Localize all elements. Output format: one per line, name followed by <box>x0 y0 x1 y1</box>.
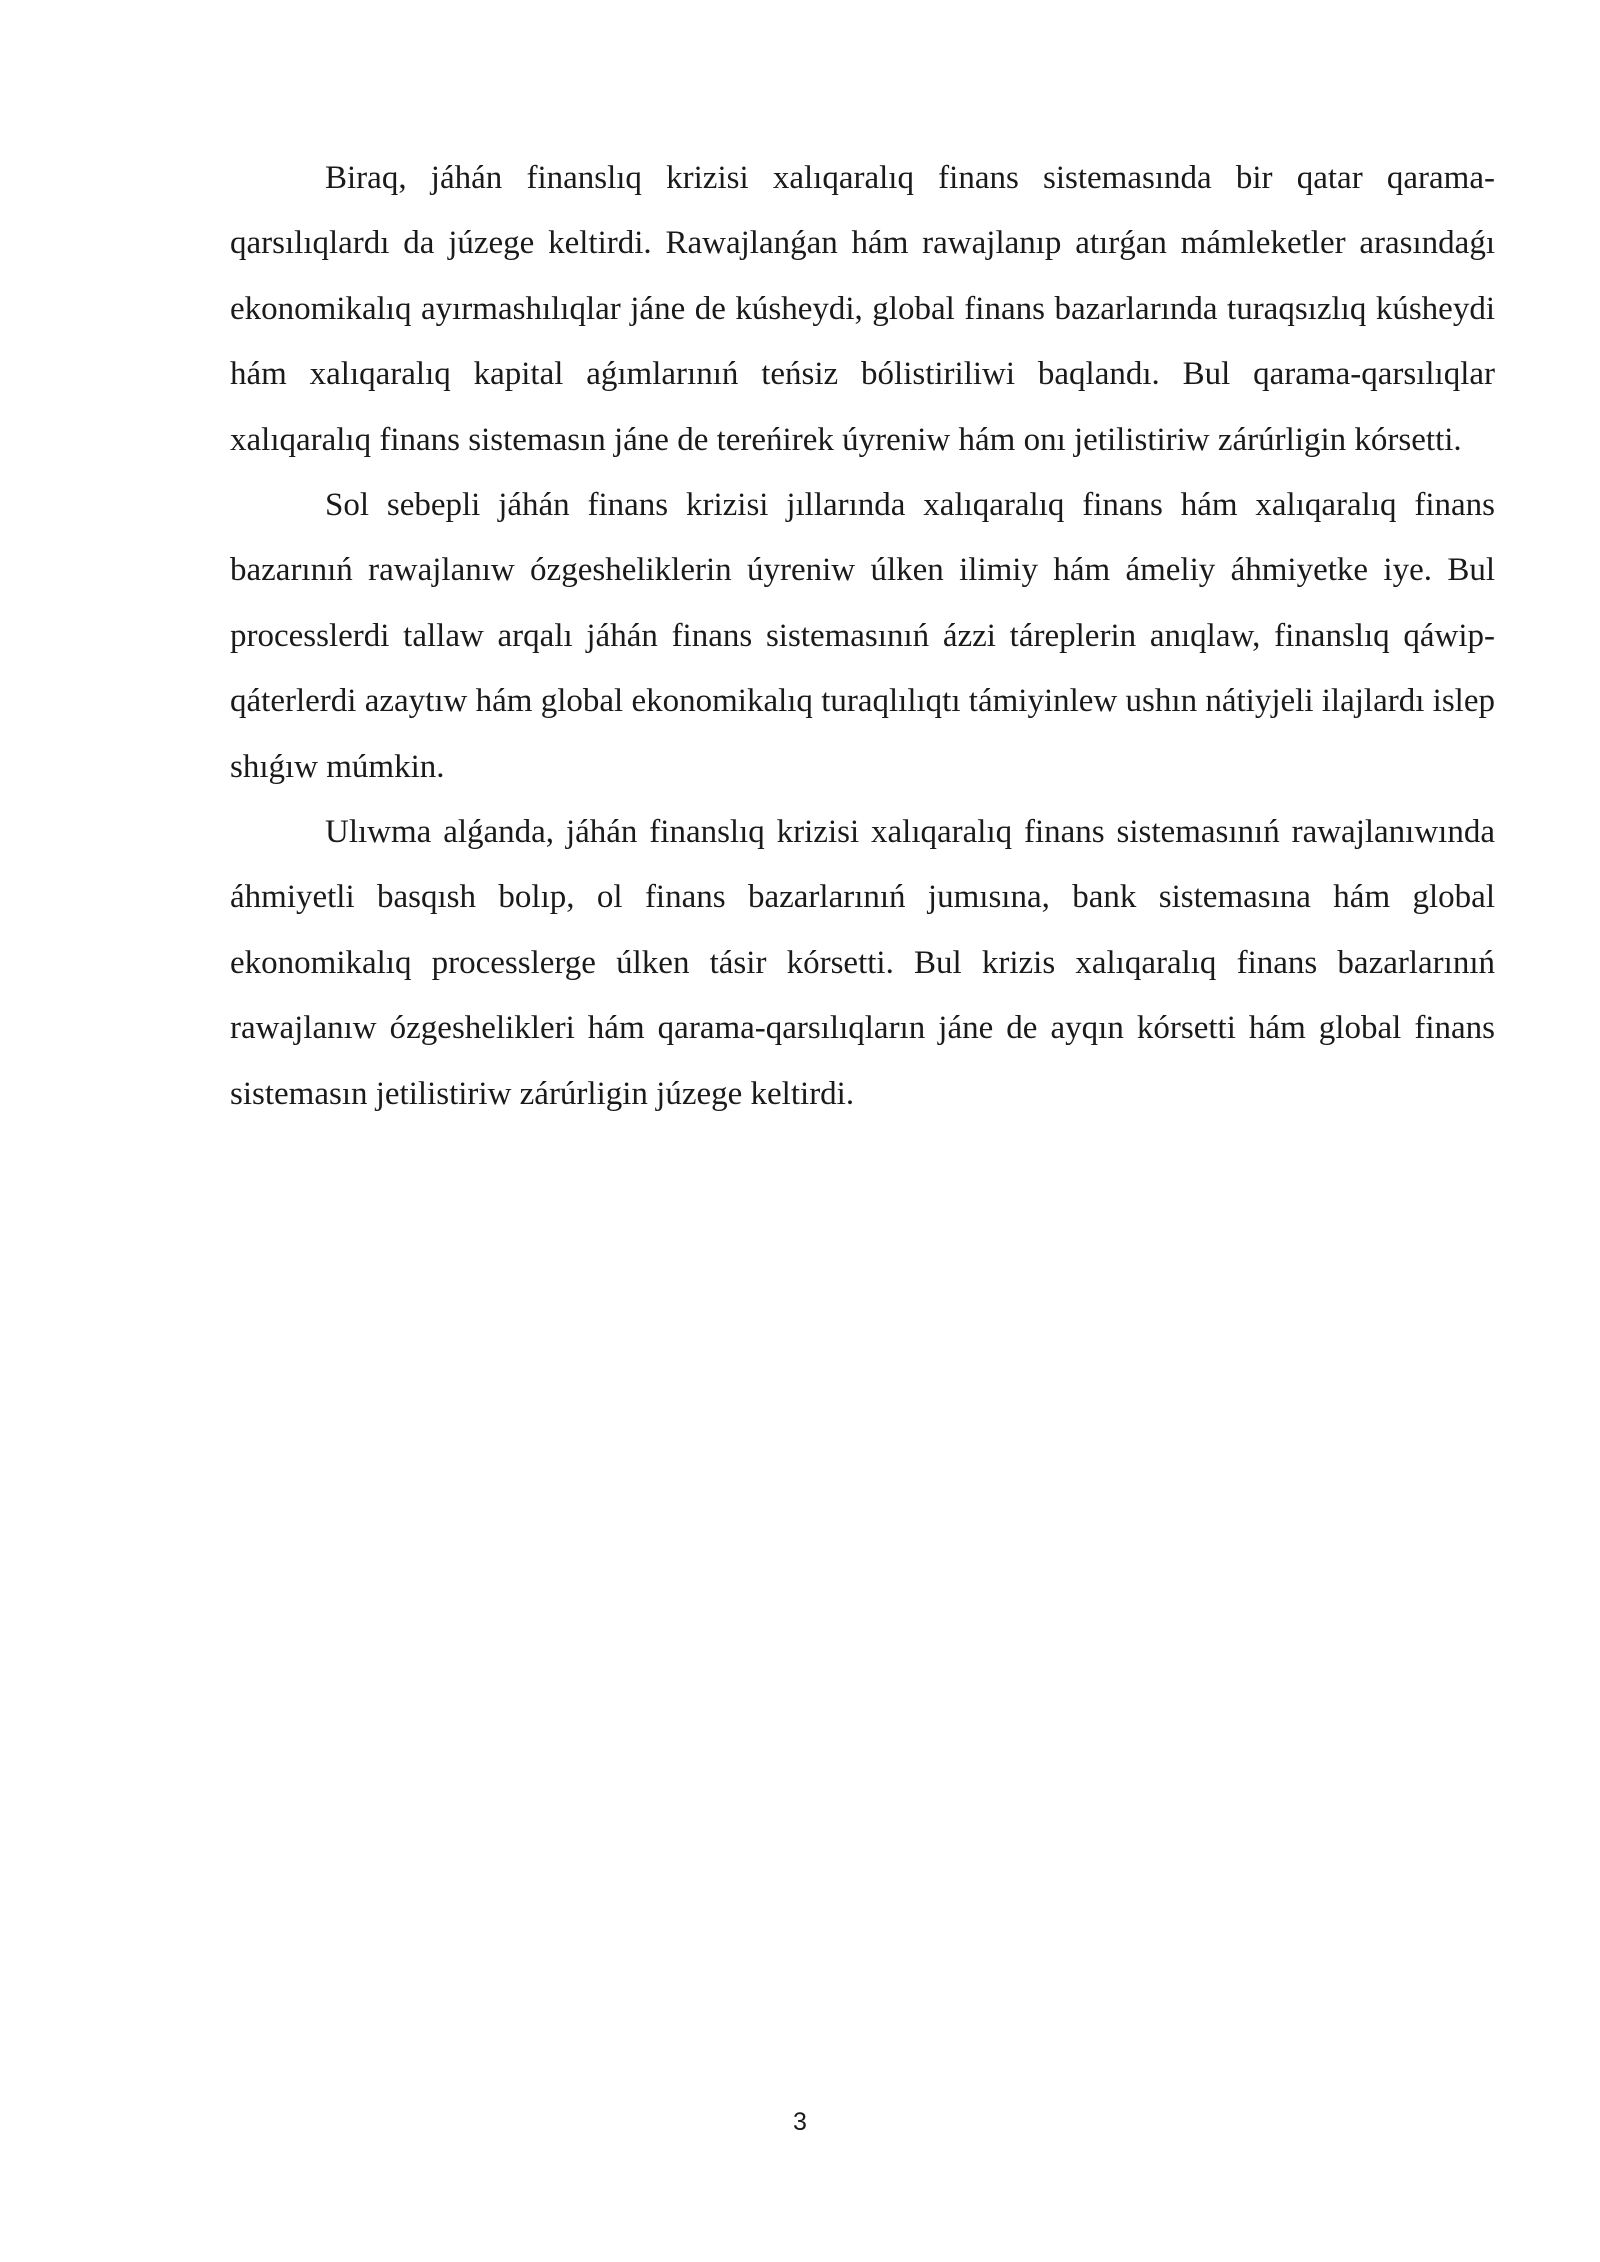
document-body <box>230 146 1495 1127</box>
paragraph-3: Ulıwma alǵanda, jáhán finanslıq krizisi xalıqaralıq finans sistemasınıń rawajlanıwında áhmiyetli basqısh bolıp, ol finans bazarlarınıń jumısına, bank sistemasına hám global ekonomikalıq processlerge úlken tásir kórsetti. Bul krizis xalıqaralıq finans bazarlarınıń rawajlanıw ózgeshelikleri hám qarama-qarsılıqların jáne de ayqın kórsetti hám global finans sistemasın jetilistiriw zárúrligin júzege keltirdi. <box>230 814 1495 1112</box>
paragraph-1: Biraq, jáhán finanslıq krizisi xalıqaralıq finans sistemasında bir qatar qarama-qarsılıqlardı da júzege keltirdi. Rawajlanǵan hám rawajlanıp atırǵan mámleketler arasındaǵı ekonomikalıq ayırmashılıqlar jáne de kúsheydi, global finans bazarlarında turaqsızlıq kúsheydi hám xalıqaralıq kapital aǵımlarınıń teńsiz bólistiriliwi baqlandı. Bul qarama-qarsılıqlar xalıqaralıq finans sistemasın jáne de tereńirek úyreniw hám onı jetilistiriw zárúrligin kórsetti. <box>230 160 1495 458</box>
page-number: 3 <box>793 2108 807 2136</box>
paragraph-2: Sol sebepli jáhán finans krizisi jıllarında xalıqaralıq finans hám xalıqaralıq finans bazarınıń rawajlanıw ózgesheliklerin úyreniw úlken ilimiy hám ámeliy áhmiyetke iye. Bul processlerdi tallaw arqalı jáhán finans sistemasınıń ázzi táreplerin anıqlaw, finanslıq qáwip-qáterlerdi azaytıw hám global ekonomikalıq turaqlılıqtı támiyinlew ushın nátiyjeli ilajlardı islep shıǵıw múmkin. <box>230 487 1495 785</box>
